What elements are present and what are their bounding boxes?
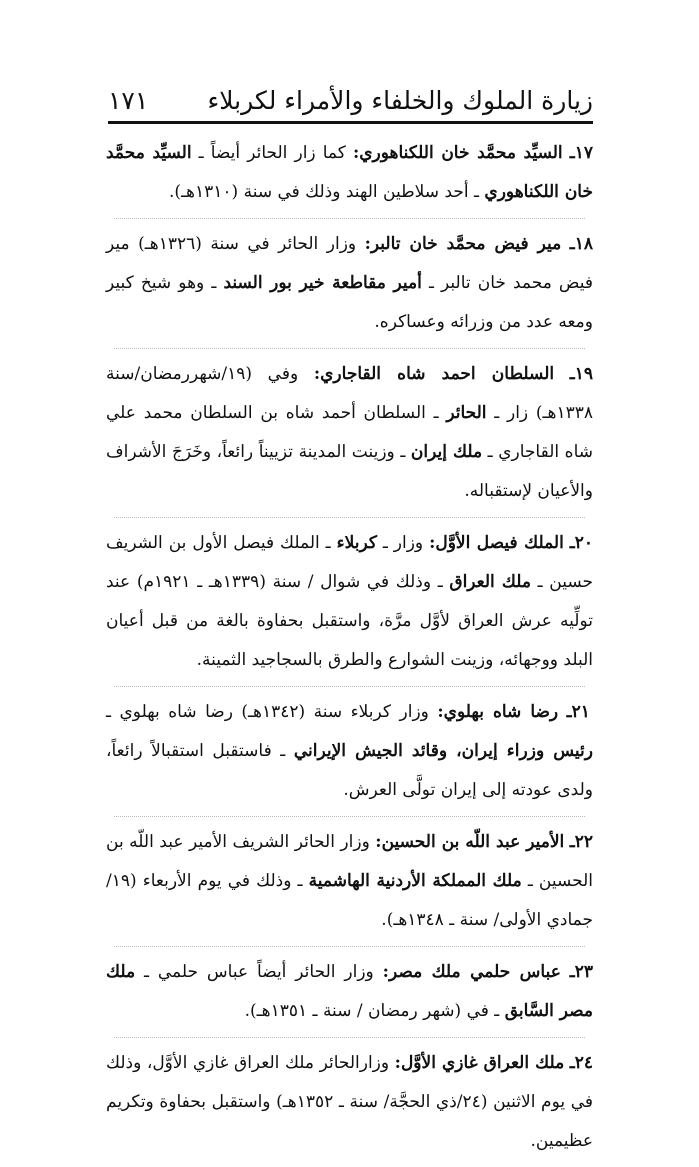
entry-text: وزار الحائر في سنة (١٣٢٦هـ) مير فيض محمد خان تالبر ـ bbox=[106, 234, 594, 293]
entry-bold-text: السيِّد محمَّد خان اللكناهوري bbox=[106, 143, 593, 202]
entry-number: ١٧ـ bbox=[569, 143, 594, 163]
entry-bold-text: ملك المملكة الأردنية الهاشمية bbox=[308, 871, 522, 891]
entry-bold-text: ملك إيران bbox=[410, 442, 483, 462]
entry-number: ٢٠ـ bbox=[569, 533, 593, 553]
entry-text: ـ أحد سلاطين الهند وذلك في سنة (١٣١٠هـ). bbox=[169, 182, 479, 202]
entry-text: ـ السلطان أحمد شاه بن السلطان محمد علي شاه القاجاري ـ bbox=[106, 403, 593, 462]
entry-divider bbox=[114, 1037, 585, 1038]
entry-text: ـ فاستقبل استقبالاً رائعاً، ولدى عودته إلى إيران تولَّى العرش. bbox=[106, 741, 593, 800]
entry-number: ٢٤ـ bbox=[569, 1053, 593, 1073]
entry-heading: الملك فيصل الأوَّل: bbox=[429, 533, 564, 553]
entry-text: ـ في (شهر رمضان / سنة ـ ١٣٥١هـ). bbox=[244, 1001, 500, 1021]
entry-heading: ملك العراق غازي الأوَّل: bbox=[394, 1053, 565, 1073]
entry-heading: عباس حلمي ملك مصر: bbox=[382, 962, 561, 982]
entry-19 bbox=[106, 355, 593, 511]
entry-23 bbox=[106, 953, 593, 1031]
entry-divider bbox=[114, 218, 585, 219]
header-rule bbox=[108, 121, 593, 124]
entry-heading: مير فيض محمَّد خان تالبر: bbox=[364, 234, 562, 254]
entry-number: ١٩ـ bbox=[569, 364, 594, 384]
entry-divider bbox=[114, 348, 585, 349]
page-body bbox=[106, 134, 593, 1167]
entry-bold-text: أمير مقاطعة خير بور السند bbox=[223, 273, 422, 293]
entry-number: ٢١ـ bbox=[566, 702, 590, 722]
entry-bold-text: كربلاء bbox=[336, 533, 377, 553]
entry-heading: السيِّد محمَّد خان اللكناهوري: bbox=[352, 143, 563, 163]
entry-number: ٢٣ـ bbox=[569, 962, 594, 982]
entry-22 bbox=[106, 823, 593, 940]
entry-text: وزار كربلاء سنة (١٣٤٢هـ) رضا شاه بهلوي ـ bbox=[106, 702, 429, 722]
entry-text: ـ الملك فيصل الأول بن الشريف حسين ـ bbox=[106, 533, 594, 592]
entry-text: ـ وهو شيخ كبير ومعه عدد من وزرائه وعساكره. bbox=[106, 273, 593, 332]
entry-divider bbox=[114, 816, 585, 817]
entry-20 bbox=[106, 524, 593, 680]
entry-heading: الأمير عبد اللّه بن الحسين: bbox=[375, 832, 565, 852]
entry-bold-text: ملك العراق bbox=[449, 572, 531, 592]
entry-text: وزار الحائر الشريف الأمير عبد اللّه بن الحسين ـ bbox=[106, 832, 594, 891]
entry-number: ١٨ـ bbox=[569, 234, 593, 254]
entry-divider bbox=[114, 686, 585, 687]
entry-divider bbox=[114, 517, 585, 518]
entry-number: ٢٢ـ bbox=[569, 832, 594, 852]
entry-24 bbox=[106, 1044, 593, 1161]
entry-heading: السلطان احمد شاه القاجاري: bbox=[313, 364, 555, 384]
entry-18 bbox=[106, 225, 593, 342]
entry-text: كما زار الحائر أيضاً ـ bbox=[191, 143, 346, 163]
entry-heading: رضا شاه بهلوي: bbox=[437, 702, 559, 722]
page-number: ١٧١ bbox=[108, 85, 149, 115]
entry-21 bbox=[106, 693, 593, 810]
entry-divider bbox=[114, 946, 585, 947]
entry-text: ـ وذلك في شوال / سنة (١٣٣٩هـ ـ ١٩٢١م) عند تولِّيه عرش العراق لأوَّل مرَّة، واستقبل بحفاوة بالغة من قبل أعيان البلد ووجهائه، وزينت الشوارع والطرق بالسجاجيد الثمينة. bbox=[106, 572, 593, 670]
entry-text: ـ وزينت المدينة تزييناً رائعاً، وخَرَجَ الأشراف والأعيان لإستقباله. bbox=[106, 442, 593, 501]
running-header bbox=[108, 78, 593, 122]
entry-bold-text: الحائر bbox=[446, 403, 487, 423]
entry-bold-text: رئيس وزراء إيران، وقائد الجيش الإيراني bbox=[293, 741, 593, 761]
entry-text: وزار ـ bbox=[376, 533, 424, 553]
entry-text: وزارالحائر ملك العراق غازي الأوَّل، وذلك في يوم الاثنين (٢٤/ذي الحجَّة/ سنة ـ ١٣٥٢هـ) واستقبل بحفاوة وتكريم عظيمين. bbox=[106, 1053, 594, 1151]
entry-bold-text: ملك مصر السَّابق bbox=[106, 962, 593, 1021]
running-title: زيارة الملوك والخلفاء والأمراء لكربلاء bbox=[207, 85, 593, 115]
entry-17 bbox=[106, 134, 593, 212]
entry-text: وفي (١٩/شهررمضان/سنة ١٣٣٨هـ) زار ـ bbox=[106, 364, 593, 423]
entry-text: ـ وذلك في يوم الأربعاء (١٩/ جمادي الأولى/ سنة ـ ١٣٤٨هـ). bbox=[106, 871, 593, 930]
entry-text: وزار الحائر أيضاً عباس حلمي ـ bbox=[135, 962, 374, 982]
